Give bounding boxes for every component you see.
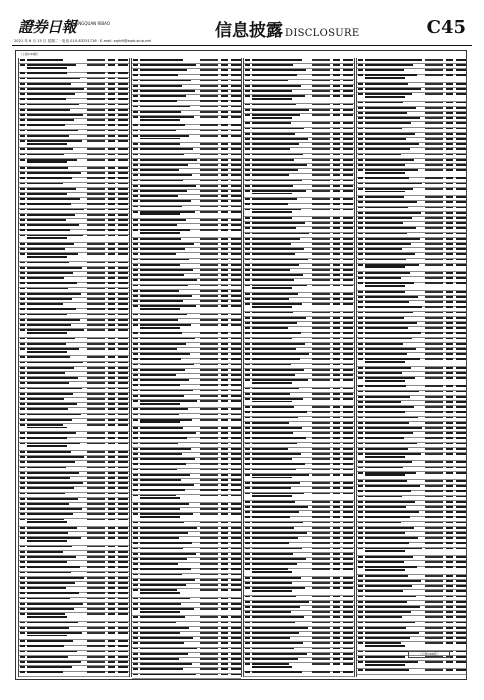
table-column bbox=[356, 58, 468, 677]
table-column bbox=[243, 58, 355, 677]
continuation-footer: （下转C46版） bbox=[408, 651, 450, 658]
newspaper-logo: 證券日報 bbox=[18, 18, 77, 36]
section-title-cn: 信息披露 bbox=[215, 21, 283, 41]
table-row bbox=[19, 671, 129, 677]
table-row bbox=[357, 668, 467, 674]
issue-info-line: 2021 年 6 月 15 日 星期二 · 电话 010-83251716 · E-mail: zqrb9@zqrb.sina.net bbox=[14, 39, 151, 43]
section-title-en: DISCLOSURE bbox=[285, 28, 360, 39]
page-number: C45 bbox=[426, 17, 466, 38]
table-row bbox=[244, 671, 354, 677]
logo-subtitle: ZHENGQUAN RIBAO bbox=[70, 21, 110, 26]
masthead bbox=[12, 14, 472, 44]
table-columns bbox=[18, 58, 464, 677]
section-title bbox=[215, 16, 359, 41]
table-column bbox=[131, 58, 243, 677]
masthead-rule bbox=[12, 45, 472, 46]
disclosure-table-board bbox=[15, 50, 467, 680]
continuation-heading: （上接C44版） bbox=[19, 52, 40, 56]
table-row bbox=[132, 673, 242, 679]
table-column bbox=[18, 58, 130, 677]
